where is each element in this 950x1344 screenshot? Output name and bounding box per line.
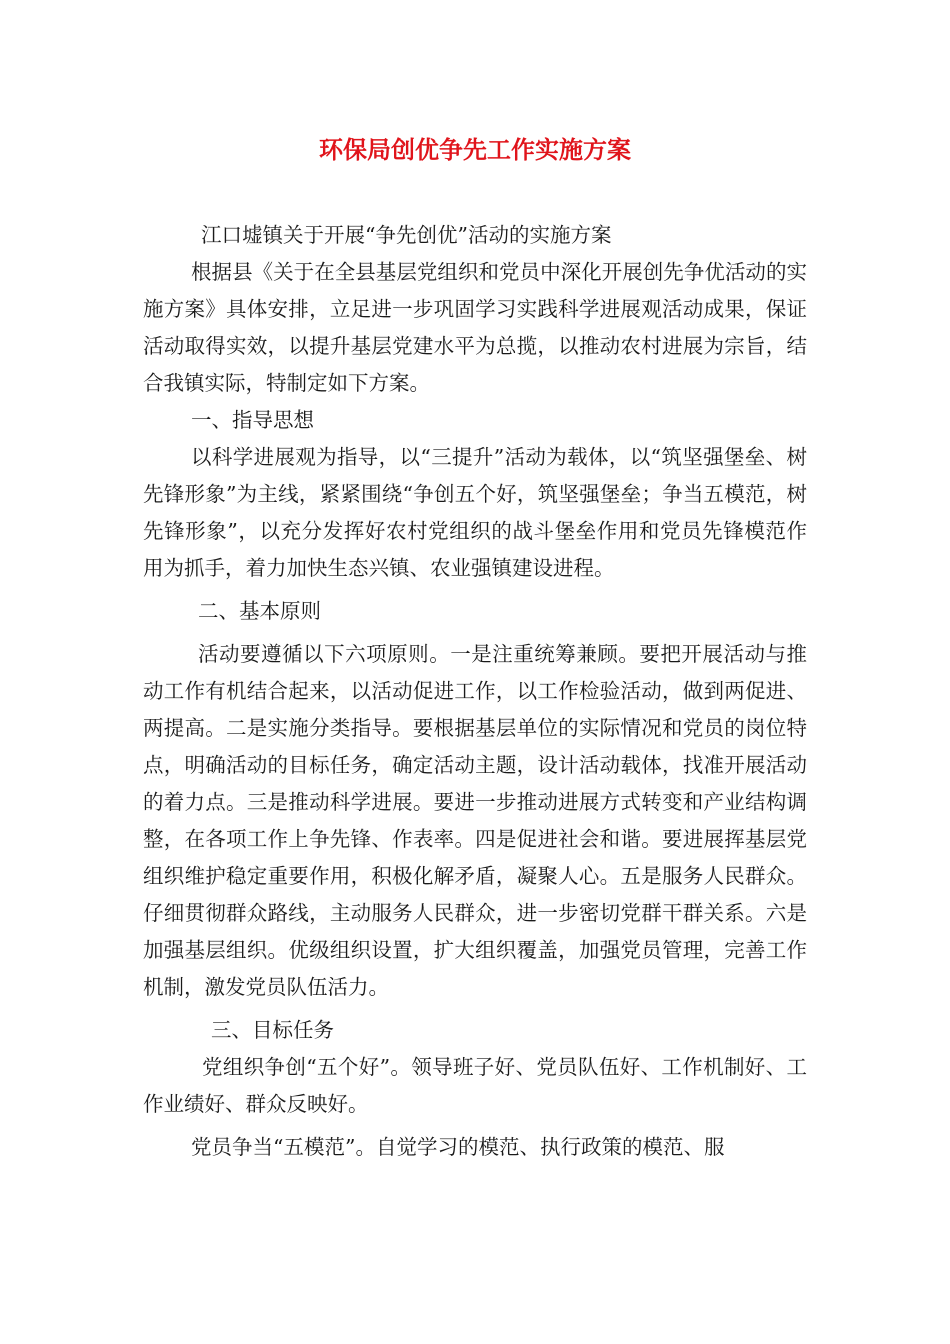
- section-heading-targets: 三、目标任务: [211, 1018, 334, 1042]
- section-heading-guiding-thought: 一、指导思想: [191, 408, 314, 432]
- paragraph-subtitle: 江口墟镇关于开展“争先创优”活动的实施方案: [201, 223, 612, 247]
- section-heading-basic-principles: 二、基本原则: [198, 599, 321, 623]
- document-body: [143, 217, 807, 1166]
- paragraph-basic-principles: 活动要遵循以下六项原则。一是注重统筹兼顾。要把开展活动与推动工作有机结合起来，以活动促进工作，以工作检验活动，做到两促进、两提高。二是实施分类指导。要根据基层单位的实际情况和党员的岗位特点，明确活动的目标任务，确定活动主题，设计活动载体，找准开展活动的着力点。三是推动科学进展。要进一步推动进展方式转变和产业结构调整，在各项工作上争先锋、作表率。四是促进社会和谐。要进展挥基层党组织维护稳定重要作用，积极化解矛盾，凝聚人心。五是服务人民群众。仔细贯彻群众路线，主动服务人民群众，进一步密切党群干群关系。六是加强基层组织。优级组织设置，扩大组织覆盖，加强党员管理，完善工作机制，激发党员队伍活力。: [143, 642, 807, 999]
- paragraph-five-models: 党员争当“五模范”。自觉学习的模范、执行政策的模范、服: [191, 1135, 725, 1159]
- paragraph-intro: 根据县《关于在全县基层党组织和党员中深化开展创先争优活动的实施方案》具体安排，立足进一步巩固学习实践科学进展观活动成果，保证活动取得实效，以提升基层党建水平为总揽，以推动农村进展为宗旨，结合我镇实际，特制定如下方案。: [143, 260, 807, 395]
- paragraph-guiding-thought: 以科学进展观为指导，以“三提升”活动为载体，以“筑坚强堡垒、树先锋形象”为主线，紧紧围绕“争创五个好，筑坚强堡垒；争当五模范，树先锋形象”，以充分发挥好农村党组织的战斗堡垒作用和党员先锋模范作用为抓手，着力加快生态兴镇、农业强镇建设进程。: [143, 445, 807, 580]
- paragraph-five-goods: 党组织争创“五个好”。领导班子好、党员队伍好、工作机制好、工作业绩好、群众反映好。: [143, 1055, 807, 1116]
- document-title: 环保局创优争先工作实施方案: [319, 135, 631, 164]
